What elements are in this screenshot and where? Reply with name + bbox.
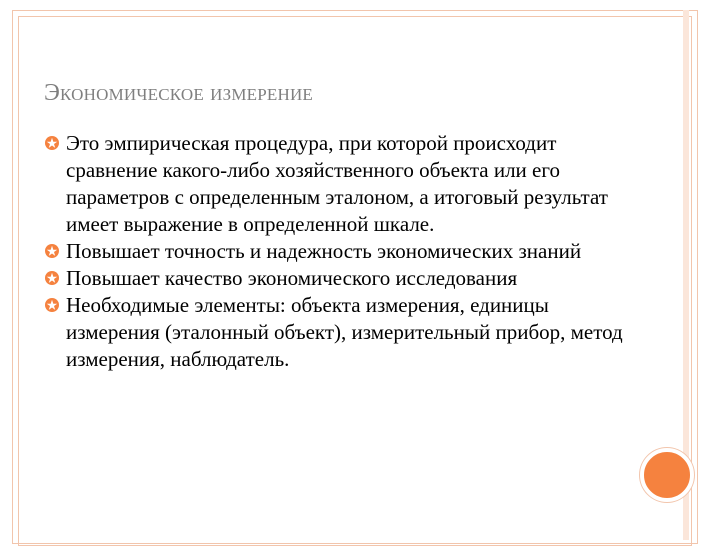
flower-bullet-icon	[44, 270, 60, 286]
bullet-item-1	[44, 130, 634, 238]
bullet-item-3	[44, 265, 634, 292]
bullet-text-4: Необходимые элементы: объекта измерения, единицы измерения (эталонный объект), измерительный прибор, метод измерения, наблюдатель.	[66, 293, 623, 371]
bullet-list	[44, 130, 634, 373]
bullet-text-1: Это эмпирическая процедура, при которой происходит сравнение какого-либо хозяйственного объекта или его параметров с определенным эталоном, а итоговый результат имеет выражение в определенной шкале.	[66, 131, 608, 236]
bullet-item-2	[44, 238, 634, 265]
slide-title: Экономическое измерение	[44, 80, 314, 106]
bullet-text-3: Повышает качество экономического исследования	[66, 266, 518, 290]
flower-bullet-icon	[44, 135, 60, 151]
bullet-item-4	[44, 292, 634, 373]
bullet-text-2: Повышает точность и надежность экономических знаний	[66, 239, 582, 263]
flower-bullet-icon	[44, 243, 60, 259]
flower-bullet-icon	[44, 297, 60, 313]
orange-circle-decoration	[640, 448, 694, 502]
